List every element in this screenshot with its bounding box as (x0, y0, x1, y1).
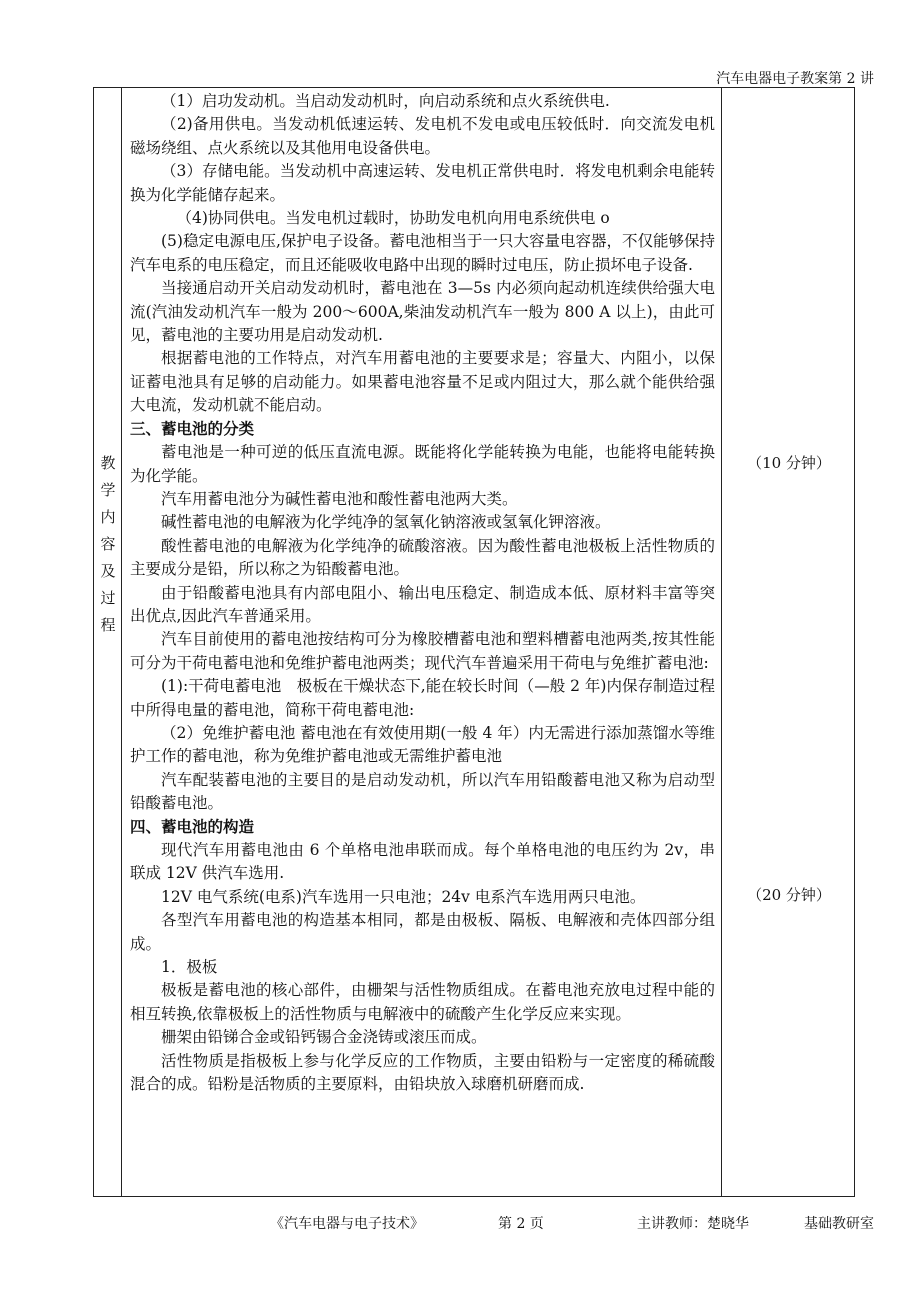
paragraph: 活性物质是指极板上参与化学反应的工作物质，主要由铅粉与一定密度的稀硫酸混合的成。铅粉是活物质的主要原料，由铅块放入球磨机研磨而成. (130, 1051, 715, 1094)
paragraph: (5)稳定电源电压,保护电子设备。蓄电池相当于一只大容量电容器，不仅能够保持汽车电系的电压稳定，而且还能吸收电路中出现的瞬时过电压，防止损坏电子设备. (130, 232, 715, 274)
paragraph: 汽车用蓄电池分为碱性蓄电池和酸性蓄电池两大类。 (161, 489, 518, 508)
paragraph: 现代汽车用蓄电池由 6 个单格电池串联而成。每个单格电池的电压约为 2v，串联成 12V 供汽车选用. (130, 841, 715, 883)
paragraph: 根据蓄电池的工作特点，对汽车用蓄电池的主要要求是；容量大、内阻小，以保证蓄电池具有足够的启动能力。如果蓄电池容量不足或内阻过大，那么就个能供给强大电流，发动机就不能启动。 (130, 349, 715, 415)
paragraph: 酸性蓄电池的电解液为化学纯净的硫酸溶液。因为酸性蓄电池极板上活性物质的主要成分是铅，所以称之为铅酸蓄电池。 (130, 536, 715, 579)
column-divider (121, 88, 122, 1196)
lesson-table (93, 87, 855, 1197)
section-heading: 三、蓄电池的分类 (130, 419, 255, 438)
paragraph: 汽车配装蓄电池的主要目的是启动发动机，所以汽车用铅酸蓄电池又称为启动型铅酸蓄电池。 (130, 770, 715, 813)
paragraph: 由于铅酸蓄电池具有内部电阻小、输出电压稳定、制造成本低、原材料丰富等突出优点,因此汽车普通采用。 (130, 583, 715, 625)
paragraph: 各型汽车用蓄电池的构造基本相同，都是由极板、隔板、电解液和壳体四部分组成。 (130, 911, 715, 953)
time-note: （20 分钟） (747, 886, 831, 904)
paragraph: （2)备用供电。当发动机低速运转、发电机不发电或电压较低时．向交流发电机磁场绕组、点火系统以及其他用电设备供电。 (130, 115, 715, 157)
footer-page-number: 第 2 页 (498, 1216, 544, 1232)
paragraph: 1．极板 (161, 958, 218, 977)
paragraph: （4)协同供电。当发电机过载时，协助发电机向用电系统供电 o (176, 209, 610, 228)
paragraph: 碱性蓄电池的电解液为化学纯净的氢氧化钠溶液或氢氧化钾溶液。 (161, 513, 611, 532)
footer-book-title: 《汽车电器与电子技术》 (270, 1216, 424, 1232)
lesson-content (130, 90, 715, 1096)
paragraph: 蓄电池是一种可逆的低压直流电源。既能将化学能转换为电能，也能将电能转换为化学能。 (130, 443, 715, 485)
paragraph: (1):干荷电蓄电池 极板在干燥状态下,能在较长时间（—般 2 年)内保存制造过程中所得电量的蓄电池，简称干荷电蓄电池: (130, 677, 715, 719)
paragraph: 极板是蓄电池的核心部件，由栅架与活性物质组成。在蓄电池充放电过程中能的相互转换,依靠极板上的活性物质与电解液中的硫酸产生化学反应来实现。 (130, 981, 715, 1023)
time-note: （10 分钟） (747, 454, 831, 472)
paragraph: （2）免维护蓄电池 蓄电池在有效使用期(一般 4 年）内无需进行添加蒸馏水等维护工作的蓄电池，称为免维护蓄电池或无需维护蓄电池 (130, 723, 715, 766)
paragraph: 当接通启动开关启动发动机时，蓄电池在 3—5s 内必须向起动机连续供给强大电流(汽油发动机汽车一般为 200～600A,柴油发动机汽车一般为 800 A 以上)，由此可见，蓄电池的主要功用是启动发动机. (130, 279, 715, 345)
page-header: 汽车电器电子教案第 2 讲 (716, 71, 874, 87)
section-label-text: 教学内容及过程 (100, 454, 116, 634)
paragraph: （3）存储电能。当发动机中高速运转、发电机正常供电时．将发电机剩余电能转换为化学能储存起来。 (130, 162, 715, 204)
paragraph: 栅架由铅锑合金或铅钙锡合金浇铸或滚压而成。 (161, 1028, 487, 1047)
paragraph: 汽车目前使用的蓄电池按结构可分为橡胶槽蓄电池和塑料槽蓄电池两类,按其性能可分为干荷电蓄电池和免维护蓄电池两类；现代汽车普遍采用干荷电与免维扩蓄电池: (130, 630, 715, 672)
footer-department: 基础教研室 (804, 1216, 874, 1232)
footer-teacher: 主讲教师：楚晓华 (637, 1216, 749, 1232)
paragraph: （1）启功发动机。当启动发动机时，向启动系统和点火系统供电. (161, 92, 610, 110)
column-divider (721, 88, 722, 1196)
section-label (94, 450, 122, 639)
section-heading: 四、蓄电池的构造 (130, 817, 255, 836)
paragraph: 12V 电气系统(电系)汽车选用一只电池；24v 电系汽车选用两只电池。 (161, 887, 646, 906)
